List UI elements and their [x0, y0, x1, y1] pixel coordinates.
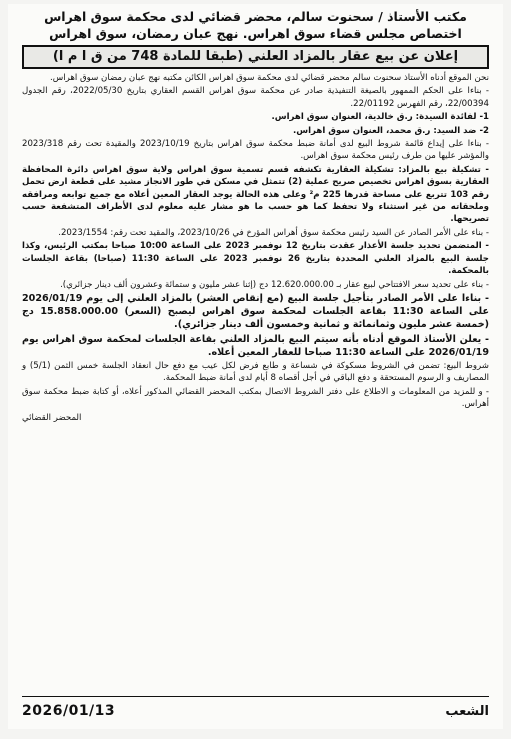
intro-paragraph: نحن الموقع أدناه الأستاذ سحنوت سالم محضر قضائي لدى محكمة سوق اهراس الكائن مكتبه نهج عبان رمضان سوق اهراس.: [50, 73, 489, 83]
court-order-paragraph: - بناء على الأمر الصادر عن السيد رئيس محكمة سوق أهراس المؤرخ في 2023/10/26، والمقيد تحت رقم: 2023/1554.: [58, 227, 489, 238]
judgment-paragraph: - بناءا على الحكم الممهور بالصيغة التنفيذية صادر عن محكمة سوق اهراس القسم العقاري بتاريخ 2022/05/30، رقم الجدول 22/00394، رقم الفهرس 22/01192.: [22, 86, 489, 109]
contact-info-paragraph: - و للمزيد من المعلومات و الاطلاع على دفتر الشروط الاتصال بمكتب المحضر القضائي المذكور أعلاه، أو كتابة ضبط محكمة سوق أهراس.: [22, 386, 489, 410]
notice-header: [18, 4, 493, 42]
notice-footer: [22, 696, 489, 719]
jurisdiction-address-line: اختصاص مجلس قضاء سوق اهراس. نهج عبان رمضان، سوق اهراس: [49, 26, 462, 41]
property-description-paragraph: - تشكيلة بيع بالمزاد: تشكيلة العقارية تكشفه قسم تسمية سوق اهراس ولاية سوق اهراس دائرة المحافظة العقارية بسوق اهراس تخصيص صريح عملية (2) تتمثل في مسكن في طور الانجاز مشيد على قطعة ارض تحمل رقم 103 تتربع على مساحة قدرها 225 م² وعلى هذه الحالة يوجد العقار المعين أعلاه مع جميع توابعه ومرافقه وملحقاته من غير استثناء ولا تحفظ كما هو حسب ما هو مشار عليه معلوم لدى الأطراف المتشفعة حسب تصريحها.: [22, 164, 489, 225]
bailiff-office-line: مكتب الأستاذ / سحنوت سالم، محضر قضائي لدى محكمة سوق اهراس: [44, 9, 467, 24]
beneficiary-paragraph: 1- لفائدة السيدة: ر.ق خالدية، العنوان سوق اهراس.: [271, 112, 489, 123]
opening-price-paragraph: - بناء على تحديد سعر الافتتاحي لبيع عقار بـ 12.620.000.00 دج (إثنا عشر مليون و ستمائة وعشرون ألف دينار جزائري).: [60, 279, 489, 290]
postponement-paragraph: - بناءا على الأمر الصادر بتأجيل جلسة البيع (مع إنقاص العشر) بالمزاد العلني إلى يوم 2026/01/19 على الساعة 11:30 بقاعة الجلسات لمحكمة سوق اهراس ليصبح (السعر) 15.858.000.00 دج (خمسة عشر مليون وثمانمائة و ثمانية وخمسون ألف دينار جزائري).: [22, 292, 490, 331]
defendant-paragraph: 2- ضد السيد: ر.ق محمد، العنوان سوق اهراس.: [292, 125, 489, 136]
newspaper-name: الشعب: [445, 704, 489, 719]
bailiff-signature: المحضر القضائي: [22, 412, 82, 423]
deposit-paragraph: - بناءا على إيداع قائمة شروط البيع لدى أمانة ضبط محكمة سوق اهراس بتاريخ 2023/10/19 والمقيدة تحت رقم 2023/318 والمؤشر عليها من طرف رئيس محكمة سوق اهراس.: [22, 139, 489, 162]
notice-page: [8, 4, 503, 729]
hearing-dates-paragraph: - المتضمن تحديد جلسة الأعذار عقدت بتاريخ 12 نوفمبر 2023 على الساعة 10:00 صباحا بمكتب الرئيس، وكذا جلسة البيع بالمزاد العلني المحددة بتاريخ 26 نوفمبر 2023 على الساعة 11:30 (صباحا) بقاعة الجلسات بالمحكمة.: [22, 241, 490, 277]
notice-title: إعلان عن بيع عقار بالمزاد العلني (طبقا للمادة 748 من ق ا م ا): [22, 45, 489, 69]
sale-conditions-paragraph: شروط البيع: تضمن في الشروط مسكوكة في شساعة و طابع فرض لكل عيب مع دفع حال انعقاد الجلسة خمس الثمن (5/1) و المصاريف و الرسوم المستحقة و دفع الباقي في أجل أقصاه 8 أيام لدى أمانة ضبط المحكمة.: [22, 360, 489, 384]
notice-body: [22, 72, 489, 424]
publication-date: 2026/01/13: [22, 703, 116, 719]
sale-announcement-paragraph: - يعلن الأستاذ الموقع أدناه بأنه سيتم البيع بالمزاد العلني بقاعة الجلسات لمحكمة سوق اهراس يوم 2026/01/19 على الساعة 11:30 صباحا للعقار المعين أعلاه.: [22, 333, 489, 358]
